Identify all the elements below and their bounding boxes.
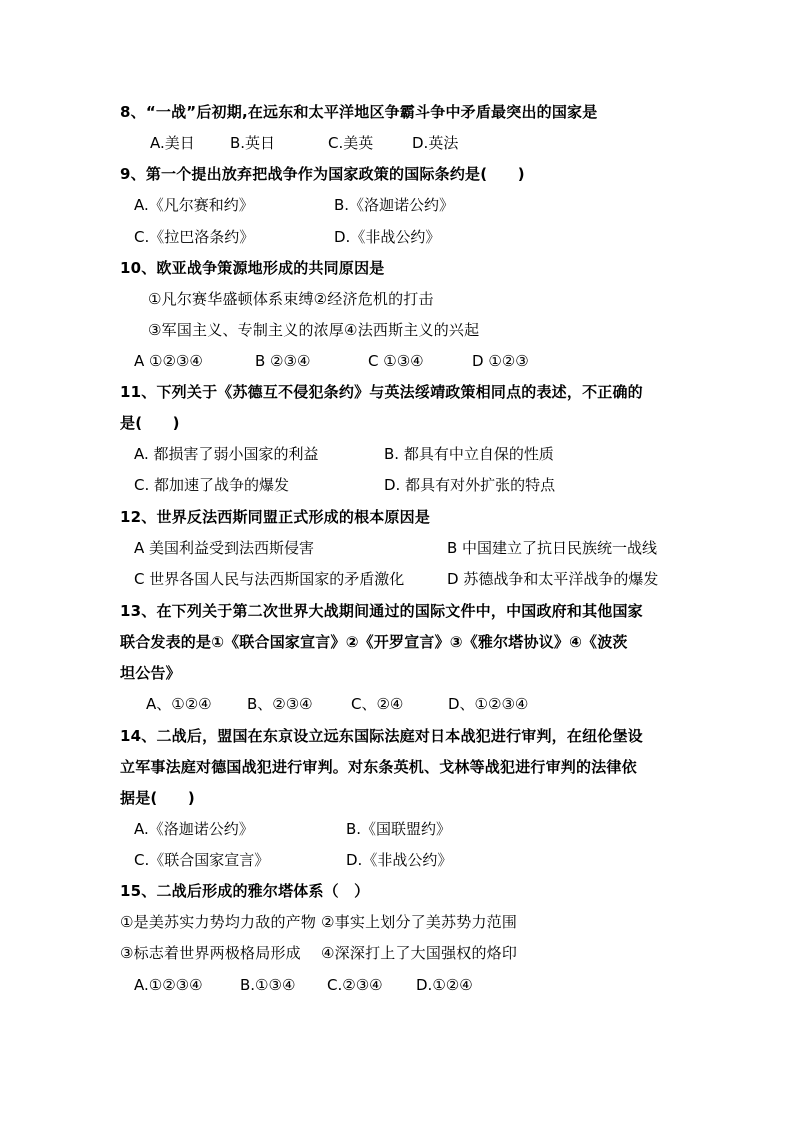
question-12-stem: 12、世界反法西斯同盟正式形成的根本原因是 [120,508,431,526]
question-11-stem-line-2: 是( ) [120,414,180,432]
question-14-option-b[interactable]: B.《国联盟约》 [346,820,452,838]
question-10-option-b[interactable]: B ②③④ [255,352,311,370]
question-10-option-a[interactable]: A ①②③④ [134,352,203,370]
question-15-statement-2: ③标志着世界两极格局形成 ④深深打上了大国强权的烙印 [120,944,518,962]
question-12-option-c[interactable]: C 世界各国人民与法西斯国家的矛盾激化 [134,570,405,588]
question-14-stem-line-3: 据是( ) [120,789,195,807]
question-10-stem: 10、欧亚战争策源地形成的共同原因是 [120,259,385,277]
question-8-stem: 8、“一战”后初期,在远东和太平洋地区争霸斗争中矛盾最突出的国家是 [120,103,598,121]
question-15-statement-1: ①是美苏实力势均力敌的产物 ②事实上划分了美苏势力范围 [120,913,518,931]
question-13-stem-line-2: 联合发表的是①《联合国家宣言》②《开罗宣言》③《雅尔塔协议》④《波茨 [120,633,628,651]
question-11-stem-line-1: 11、下列关于《苏德互不侵犯条约》与英法绥靖政策相同点的表述，不正确的 [120,383,643,401]
question-14-option-c[interactable]: C.《联合国家宣言》 [134,851,270,869]
question-15-option-a[interactable]: A.①②③④ [134,976,203,994]
question-11-option-d[interactable]: D. 都具有对外扩张的特点 [384,476,556,494]
question-11-option-b[interactable]: B. 都具有中立自保的性质 [384,445,554,463]
question-10-statement-1: ①凡尔赛华盛顿体系束缚②经济危机的打击 [148,290,434,308]
question-14-stem-line-1: 14、二战后，盟国在东京设立远东国际法庭对日本战犯进行审判，在纽伦堡设 [120,727,643,745]
question-12-option-b[interactable]: B 中国建立了抗日民族统一战线 [447,539,658,557]
question-11-option-c[interactable]: C. 都加速了战争的爆发 [134,476,290,494]
question-15-stem: 15、二战后形成的雅尔塔体系（ ） [120,882,370,900]
question-9-option-c[interactable]: C.《拉巴洛条约》 [134,228,255,246]
question-14-option-a[interactable]: A.《洛迦诺公约》 [134,820,254,838]
question-10-option-c[interactable]: C ①③④ [368,352,424,370]
question-13-option-c[interactable]: C、②④ [351,695,404,713]
question-15-option-c[interactable]: C.②③④ [327,976,383,994]
question-8-option-b[interactable]: B.英日 [230,134,276,152]
question-9-option-b[interactable]: B.《洛迦诺公约》 [334,196,455,214]
question-14-stem-line-2: 立军事法庭对德国战犯进行审判。对东条英机、戈林等战犯进行审判的法律依 [120,758,637,776]
question-9-option-a[interactable]: A.《凡尔赛和约》 [134,196,254,214]
question-12-option-a[interactable]: A 美国利益受到法西斯侵害 [134,539,315,557]
question-10-option-d[interactable]: D ①②③ [472,352,529,370]
question-13-stem-line-3: 坦公告》 [120,664,181,682]
question-8-option-d[interactable]: D.英法 [412,134,459,152]
question-8-option-a[interactable]: A.美日 [150,134,195,152]
question-8-option-c[interactable]: C.美英 [328,134,374,152]
question-12-option-d[interactable]: D 苏德战争和太平洋战争的爆发 [447,570,659,588]
question-13-stem-line-1: 13、在下列关于第二次世界大战期间通过的国际文件中，中国政府和其他国家 [120,602,643,620]
question-14-option-d[interactable]: D.《非战公约》 [346,851,453,869]
question-13-option-b[interactable]: B、②③④ [247,695,313,713]
question-10-statement-2: ③军国主义、专制主义的浓厚④法西斯主义的兴起 [148,321,480,339]
question-9-option-d[interactable]: D.《非战公约》 [334,228,441,246]
question-15-option-b[interactable]: B.①③④ [240,976,296,994]
question-11-option-a[interactable]: A. 都损害了弱小国家的利益 [134,445,319,463]
question-13-option-d[interactable]: D、①②③④ [448,695,529,713]
question-13-option-a[interactable]: A、①②④ [146,695,212,713]
question-15-option-d[interactable]: D.①②④ [416,976,473,994]
question-9-stem: 9、第一个提出放弃把战争作为国家政策的国际条约是( ) [120,165,525,183]
